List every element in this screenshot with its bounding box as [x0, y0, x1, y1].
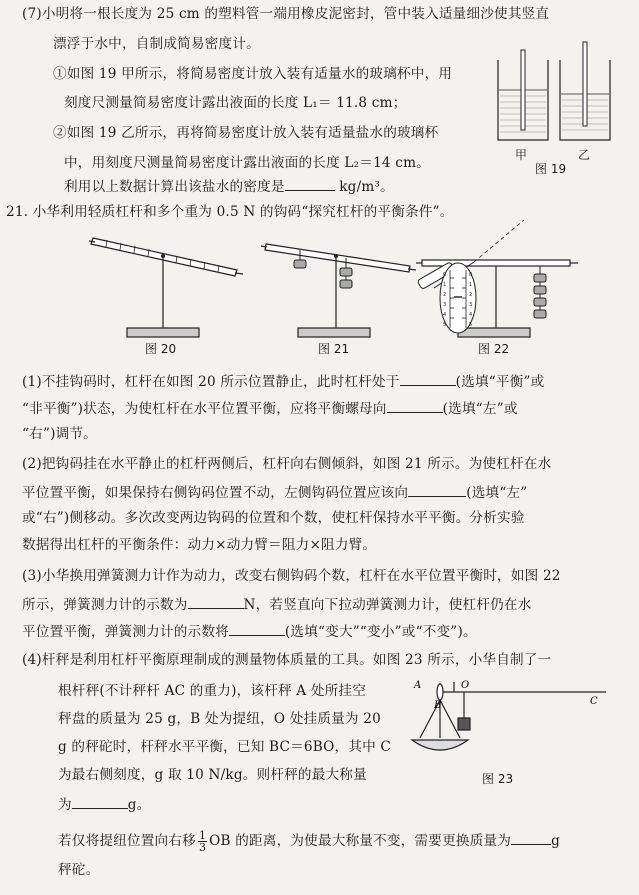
right-weights-22: [534, 266, 546, 318]
scale-mark: 3: [443, 302, 447, 308]
scale-mark: 2: [443, 292, 447, 298]
q21-p1-text-1: (1)不挂钩码时，杠杆在如图 20 所示位置静止，此时杠杆处于: [22, 374, 400, 390]
q7-line-7-text: 利用以上数据计算出该盐水的密度是: [64, 179, 285, 195]
q21-p2-text-2: (选填“左”: [466, 485, 528, 501]
q7-unit: kg/m³。: [334, 179, 394, 195]
answer-blank-state: [400, 372, 456, 386]
q7-line-5: ②如图 19 乙所示，再将简易密度计放入装有适量盐水的玻璃杯: [53, 125, 439, 141]
answer-blank-direction: [387, 399, 443, 413]
q21-p3-text-4: (选填“变大”“变小”或“不变”)。: [284, 624, 477, 640]
fig23-label-b: B: [434, 700, 442, 711]
q21-p3-text-3: 平位置平衡，弹簧测力计的示数将: [22, 624, 229, 640]
q21-p4-line-8: 秤砣。: [58, 862, 100, 878]
q7-line-4: 刻度尺测量简易密度计露出液面的长度 L₁＝ 11.8 cm；: [64, 95, 407, 111]
q21-p3-text-2: N，若竖直向下拉动弹簧测力计，使杠杆仍在水: [243, 597, 532, 613]
fig23-label-o: O: [461, 680, 470, 691]
q21-p2-line-2: [22, 483, 527, 501]
q21-p2-line-4: 数据得出杠杆的平衡条件：动力×动力臂＝阻力×阻力臂。: [22, 537, 377, 553]
q21-p1-line-1: [22, 372, 544, 390]
answer-blank-reading: [188, 595, 244, 609]
figure-20: [85, 228, 250, 343]
q21-p4-text-1: 为: [58, 797, 72, 813]
fig23-label-a: A: [414, 680, 422, 691]
q21-p4-text-4: OB 的距离，为使最大称量不变，需要更换质量为: [209, 833, 512, 849]
densimeter-tube-b: [583, 42, 587, 126]
densimeter-tube-a: [521, 50, 525, 130]
q21-p4-line-4: g 的秤砣时，杆秤水平平衡，已知 BC＝6BO，其中 C: [58, 739, 392, 755]
scale-mark: 0: [469, 272, 473, 278]
q21-p4-text-5: g: [551, 833, 560, 849]
q21-p4-line-2: 根杆秤(不计秤杆 AC 的重力)，该杆秤 A 处所挂空: [58, 683, 367, 699]
q7-line-7: [64, 177, 394, 195]
fraction-denominator: 3: [198, 841, 207, 854]
q21-p1-line-2: [22, 399, 518, 417]
fraction-numerator: 1: [198, 829, 207, 842]
answer-blank-move: [408, 483, 466, 497]
q21-p4-text-2: g。: [127, 797, 151, 813]
q21-p4-line-7: [58, 830, 560, 853]
scale-mark: 4: [469, 312, 473, 318]
q21-p4-line-3: 秤盘的质量为 25 g，B 处为提纽，O 处挂质量为 20: [58, 711, 381, 727]
scale-mark: 4: [443, 312, 447, 318]
q7-line-6: 中，用刻度尺测量简易密度计露出液面的长度 L₂＝14 cm。: [64, 155, 430, 171]
fig23-caption: 图 23: [482, 772, 514, 786]
fraction-one-third: [198, 830, 207, 853]
q21-p2-text-1: 平位置平衡，如果保持右侧钩码位置不动，左侧钩码位置应该向: [22, 485, 409, 501]
q21-p3-line-1: (3)小华换用弹簧测力计作为动力，改变右侧钩码个数，杠杆在水平位置平衡时，如图 22: [22, 568, 561, 584]
fig21-caption: 图 21: [318, 342, 350, 356]
scale-mark: 0: [443, 272, 447, 278]
fig19-caption: 图 19: [535, 162, 567, 176]
q7-line-1: (7)小明将一根长度为 25 cm 的塑料管一端用橡皮泥密封，管中装入适量细沙使其竖直: [22, 6, 550, 22]
q21-p1-text-2: (选填“平衡”或: [455, 374, 545, 390]
q7-line-2: 漂浮于水中，自制成简易密度计。: [53, 36, 260, 52]
q21-p3-line-3: [22, 622, 477, 640]
fig19-label-a: 甲: [515, 148, 528, 162]
scale-mark: 1: [443, 282, 447, 288]
figure-21: [260, 228, 420, 343]
q21-p4-line-1: (4)杆秤是利用杠杆平衡原理制成的测量物体质量的工具。如图 23 所示，小华自制了一: [22, 652, 552, 668]
answer-blank-new-mass: [511, 831, 551, 845]
fig20-caption: 图 20: [145, 342, 177, 356]
answer-blank-max-mass: [72, 795, 128, 809]
q21-p1-text-4: (选填“左”或: [442, 401, 518, 417]
scale-mark: 1: [469, 282, 473, 288]
q21-title: 21. 小华利用轻质杠杆和多个重为 0.5 N 的钩码“探究杠杆的平衡条件”。: [6, 204, 454, 220]
figure-19: [490, 40, 615, 150]
answer-blank-change: [229, 622, 285, 636]
fig22-caption: 图 22: [478, 342, 510, 356]
scale-mark: 5: [469, 322, 473, 328]
figure-22: [414, 218, 584, 343]
q21-p1-line-3: “右”)调节。: [22, 426, 97, 442]
scale-mark: 3: [469, 302, 473, 308]
q21-p4-text-3: 若仅将提纽位置向右移: [58, 833, 196, 849]
fig23-label-c: C: [590, 696, 598, 707]
q21-p2-line-1: (2)把钩码挂在水平静止的杠杆两侧后，杠杆向右侧倾斜，如图 21 所示。为使杠杆在水: [22, 456, 552, 472]
scale-mark: 2: [469, 292, 473, 298]
scale-mark: 5: [443, 322, 447, 328]
q21-p2-line-3: 或“右”)侧移动。多次改变两边钩码的位置和个数，使杠杆保持水平平衡。分析实验: [22, 510, 525, 526]
fig19-label-b: 乙: [578, 148, 591, 162]
q21-p3-text-1: 所示，弹簧测力计的示数为: [22, 597, 188, 613]
q7-line-3: ①如图 19 甲所示，将简易密度计放入装有适量水的玻璃杯中，用: [53, 66, 453, 82]
q21-p1-text-3: “非平衡”)状态，为使杠杆在水平位置平衡，应将平衡螺母向: [22, 401, 387, 417]
q21-p4-line-6: [58, 795, 151, 813]
figure-23: [398, 678, 618, 763]
answer-blank-density: [285, 177, 335, 191]
q21-p3-line-2: [22, 595, 532, 613]
q21-p4-line-5: 为最右侧刻度，g 取 10 N/kg。则杆秤的最大称量: [58, 767, 367, 783]
